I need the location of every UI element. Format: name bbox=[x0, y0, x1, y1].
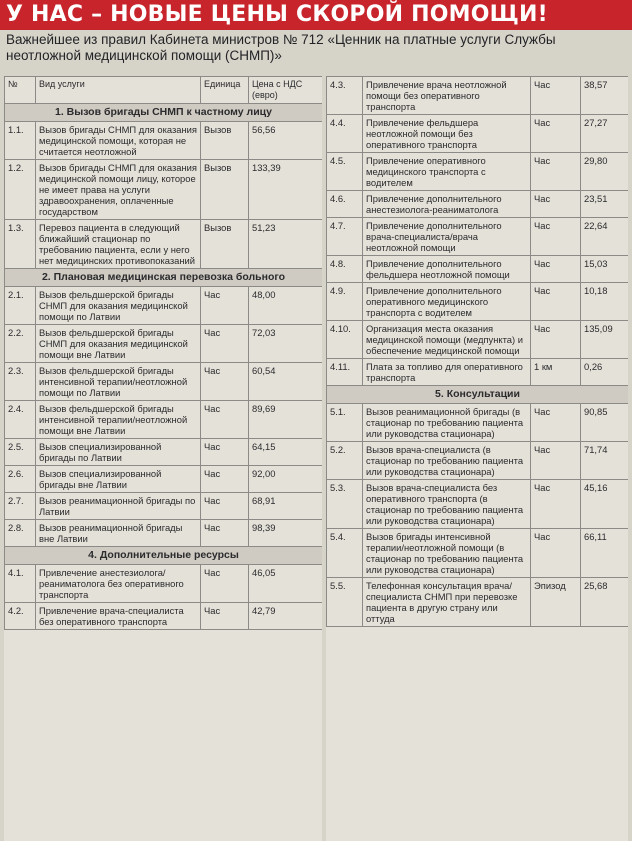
service-name: Вызов реанимационной бригады по Латвии bbox=[36, 493, 201, 520]
table-header-row bbox=[5, 77, 323, 104]
table-row bbox=[327, 115, 629, 153]
row-number: 2.8. bbox=[5, 520, 36, 547]
row-number: 4.11. bbox=[327, 359, 363, 386]
price-cell: 92,00 bbox=[249, 466, 323, 493]
section-header-row bbox=[5, 104, 323, 122]
price-cell: 27,27 bbox=[581, 115, 629, 153]
table-row bbox=[327, 578, 629, 627]
service-name: Привлечение оперативного медицинского транспорта с водителем bbox=[363, 153, 531, 191]
section-header-row bbox=[327, 386, 629, 404]
row-number: 4.8. bbox=[327, 256, 363, 283]
service-name: Вызов реанимационной бригады вне Латвии bbox=[36, 520, 201, 547]
price-cell: 66,11 bbox=[581, 529, 629, 578]
service-name: Вызов фельдшерской бригады СНМП для оказания медицинской помощи по Латвии bbox=[36, 287, 201, 325]
unit-cell: Вызов bbox=[201, 122, 249, 160]
service-name: Вызов врача-специалиста без оперативного транспорта (в стационар по требованию пациента или руководства стационара) bbox=[363, 480, 531, 529]
table-row bbox=[327, 218, 629, 256]
row-number: 5.3. bbox=[327, 480, 363, 529]
service-name: Вызов фельдшерской бригады интенсивной терапии/неотложной помощи вне Латвии bbox=[36, 401, 201, 439]
section-title: 5. Консультации bbox=[327, 386, 629, 404]
table-row bbox=[327, 442, 629, 480]
price-cell: 42,79 bbox=[249, 603, 323, 630]
header-price: Цена с НДС (евро) bbox=[249, 77, 323, 104]
table-row bbox=[327, 404, 629, 442]
section-header-row bbox=[5, 269, 323, 287]
price-cell: 22,64 bbox=[581, 218, 629, 256]
price-cell: 98,39 bbox=[249, 520, 323, 547]
price-cell: 15,03 bbox=[581, 256, 629, 283]
row-number: 1.1. bbox=[5, 122, 36, 160]
unit-cell: Вызов bbox=[201, 160, 249, 220]
price-cell: 64,15 bbox=[249, 439, 323, 466]
row-number: 5.5. bbox=[327, 578, 363, 627]
price-table-left-column bbox=[4, 76, 322, 841]
table-row bbox=[327, 256, 629, 283]
section-title: 4. Дополнительные ресурсы bbox=[5, 547, 323, 565]
header-unit: Единица bbox=[201, 77, 249, 104]
service-name: Плата за топливо для оперативного транспорта bbox=[363, 359, 531, 386]
price-table-right-body bbox=[327, 77, 629, 627]
table-row bbox=[5, 287, 323, 325]
price-cell: 0,26 bbox=[581, 359, 629, 386]
price-cell: 38,57 bbox=[581, 77, 629, 115]
row-number: 1.3. bbox=[5, 220, 36, 269]
service-name: Привлечение дополнительного оперативного медицинского транспорта с водителем bbox=[363, 283, 531, 321]
service-name: Вызов бригады интенсивной терапии/неотложной помощи (в стационар по требованию пациента или руководства стационара) bbox=[363, 529, 531, 578]
row-number: 2.2. bbox=[5, 325, 36, 363]
unit-cell: Час bbox=[201, 363, 249, 401]
unit-cell: Час bbox=[201, 603, 249, 630]
row-number: 4.10. bbox=[327, 321, 363, 359]
unit-cell: Час bbox=[201, 565, 249, 603]
row-number: 5.2. bbox=[327, 442, 363, 480]
price-cell: 51,23 bbox=[249, 220, 323, 269]
service-name: Вызов бригады СНМП для оказания медицинской помощи лицу, которое не имеет права на услуги здравоохранения, оплаченные государством bbox=[36, 160, 201, 220]
price-cell: 10,18 bbox=[581, 283, 629, 321]
header-service: Вид услуги bbox=[36, 77, 201, 104]
service-name: Вызов реанимационной бригады (в стационар по требованию пациента или руководства стационара) bbox=[363, 404, 531, 442]
service-name: Привлечение анестезиолога/реаниматолога без оперативного транспорта bbox=[36, 565, 201, 603]
table-row bbox=[327, 529, 629, 578]
row-number: 4.5. bbox=[327, 153, 363, 191]
service-name: Вызов врача-специалиста (в стационар по требованию пациента или руководства стационара) bbox=[363, 442, 531, 480]
unit-cell: Час bbox=[531, 404, 581, 442]
price-cell: 89,69 bbox=[249, 401, 323, 439]
row-number: 5.1. bbox=[327, 404, 363, 442]
price-cell: 60,54 bbox=[249, 363, 323, 401]
unit-cell: 1 км bbox=[531, 359, 581, 386]
table-row bbox=[5, 401, 323, 439]
row-number: 4.1. bbox=[5, 565, 36, 603]
table-row bbox=[327, 480, 629, 529]
row-number: 4.6. bbox=[327, 191, 363, 218]
service-name: Привлечение дополнительного анестезиолога-реаниматолога bbox=[363, 191, 531, 218]
section-title: 1. Вызов бригады СНМП к частному лицу bbox=[5, 104, 323, 122]
service-name: Привлечение дополнительного фельдшера неотложной помощи bbox=[363, 256, 531, 283]
price-cell: 45,16 bbox=[581, 480, 629, 529]
row-number: 5.4. bbox=[327, 529, 363, 578]
unit-cell: Час bbox=[201, 439, 249, 466]
unit-cell: Час bbox=[531, 442, 581, 480]
service-name: Привлечение врача неотложной помощи без оперативного транспорта bbox=[363, 77, 531, 115]
price-cell: 72,03 bbox=[249, 325, 323, 363]
price-table-left bbox=[4, 76, 322, 630]
unit-cell: Час bbox=[201, 520, 249, 547]
unit-cell: Час bbox=[201, 287, 249, 325]
price-cell: 71,74 bbox=[581, 442, 629, 480]
row-number: 2.5. bbox=[5, 439, 36, 466]
price-cell: 90,85 bbox=[581, 404, 629, 442]
price-cell: 46,05 bbox=[249, 565, 323, 603]
price-cell: 135,09 bbox=[581, 321, 629, 359]
unit-cell: Час bbox=[531, 283, 581, 321]
unit-cell: Час bbox=[531, 480, 581, 529]
section-title: 2. Плановая медицинская перевозка больного bbox=[5, 269, 323, 287]
table-row bbox=[327, 191, 629, 218]
service-name: Вызов бригады СНМП для оказания медицинской помощи, которая не считается неотложной bbox=[36, 122, 201, 160]
unit-cell: Вызов bbox=[201, 220, 249, 269]
service-name: Вызов фельдшерской бригады СНМП для оказания медицинской помощи вне Латвии bbox=[36, 325, 201, 363]
row-number: 2.1. bbox=[5, 287, 36, 325]
table-row bbox=[327, 321, 629, 359]
header-num: № bbox=[5, 77, 36, 104]
service-name: Привлечение дополнительного врача-специалиста/врача неотложной помощи bbox=[363, 218, 531, 256]
unit-cell: Час bbox=[201, 401, 249, 439]
table-row bbox=[327, 359, 629, 386]
row-number: 4.7. bbox=[327, 218, 363, 256]
price-cell: 133,39 bbox=[249, 160, 323, 220]
unit-cell: Час bbox=[531, 77, 581, 115]
row-number: 4.4. bbox=[327, 115, 363, 153]
price-cell: 68,91 bbox=[249, 493, 323, 520]
unit-cell: Час bbox=[531, 529, 581, 578]
unit-cell: Час bbox=[531, 191, 581, 218]
unit-cell: Час bbox=[531, 256, 581, 283]
service-name: Организация места оказания медицинской помощи (медпункта) и обеспечение медицинской помощи bbox=[363, 321, 531, 359]
service-name: Перевоз пациента в следующий ближайший стационар по требованию пациента, если у него нет медицинских противопоказаний bbox=[36, 220, 201, 269]
unit-cell: Час bbox=[531, 115, 581, 153]
service-name: Телефонная консультация врача/специалиста СНМП при перевозке пациента в другую страну или оттуда bbox=[363, 578, 531, 627]
row-number: 4.3. bbox=[327, 77, 363, 115]
price-cell: 25,68 bbox=[581, 578, 629, 627]
row-number: 4.2. bbox=[5, 603, 36, 630]
row-number: 4.9. bbox=[327, 283, 363, 321]
price-cell: 23,51 bbox=[581, 191, 629, 218]
service-name: Вызов специализированной бригады по Латвии bbox=[36, 439, 201, 466]
row-number: 1.2. bbox=[5, 160, 36, 220]
table-row bbox=[5, 363, 323, 401]
price-table-right-column bbox=[326, 76, 628, 841]
table-row bbox=[5, 122, 323, 160]
price-cell: 29,80 bbox=[581, 153, 629, 191]
table-row bbox=[327, 283, 629, 321]
price-cell: 56,56 bbox=[249, 122, 323, 160]
row-number: 2.4. bbox=[5, 401, 36, 439]
unit-cell: Час bbox=[201, 466, 249, 493]
table-row bbox=[327, 153, 629, 191]
section-header-row bbox=[5, 547, 323, 565]
service-name: Привлечение фельдшера неотложной помощи без оперативного транспорта bbox=[363, 115, 531, 153]
page-banner: У НАС – НОВЫЕ ЦЕНЫ СКОРОЙ ПОМОЩИ! bbox=[0, 0, 632, 30]
price-cell: 48,00 bbox=[249, 287, 323, 325]
unit-cell: Час bbox=[531, 218, 581, 256]
unit-cell: Час bbox=[201, 493, 249, 520]
document-subtitle: Важнейшее из правил Кабинета министров № 712 «Ценник на платные услуги Службы неотложной медицинской помощи (СНМП)» bbox=[6, 32, 556, 63]
table-row bbox=[5, 565, 323, 603]
table-row bbox=[5, 439, 323, 466]
service-name: Привлечение врача-специалиста без оперативного транспорта bbox=[36, 603, 201, 630]
table-row bbox=[5, 466, 323, 493]
table-row bbox=[5, 493, 323, 520]
service-name: Вызов специализированной бригады вне Латвии bbox=[36, 466, 201, 493]
table-row bbox=[5, 520, 323, 547]
price-table-right bbox=[326, 76, 628, 627]
table-row bbox=[327, 77, 629, 115]
price-table-left-body bbox=[5, 104, 323, 630]
table-row bbox=[5, 325, 323, 363]
row-number: 2.6. bbox=[5, 466, 36, 493]
service-name: Вызов фельдшерской бригады интенсивной терапии/неотложной помощи по Латвии bbox=[36, 363, 201, 401]
unit-cell: Час bbox=[531, 153, 581, 191]
table-row bbox=[5, 160, 323, 220]
table-row bbox=[5, 603, 323, 630]
table-row bbox=[5, 220, 323, 269]
unit-cell: Эпизод bbox=[531, 578, 581, 627]
unit-cell: Час bbox=[531, 321, 581, 359]
unit-cell: Час bbox=[201, 325, 249, 363]
row-number: 2.7. bbox=[5, 493, 36, 520]
row-number: 2.3. bbox=[5, 363, 36, 401]
